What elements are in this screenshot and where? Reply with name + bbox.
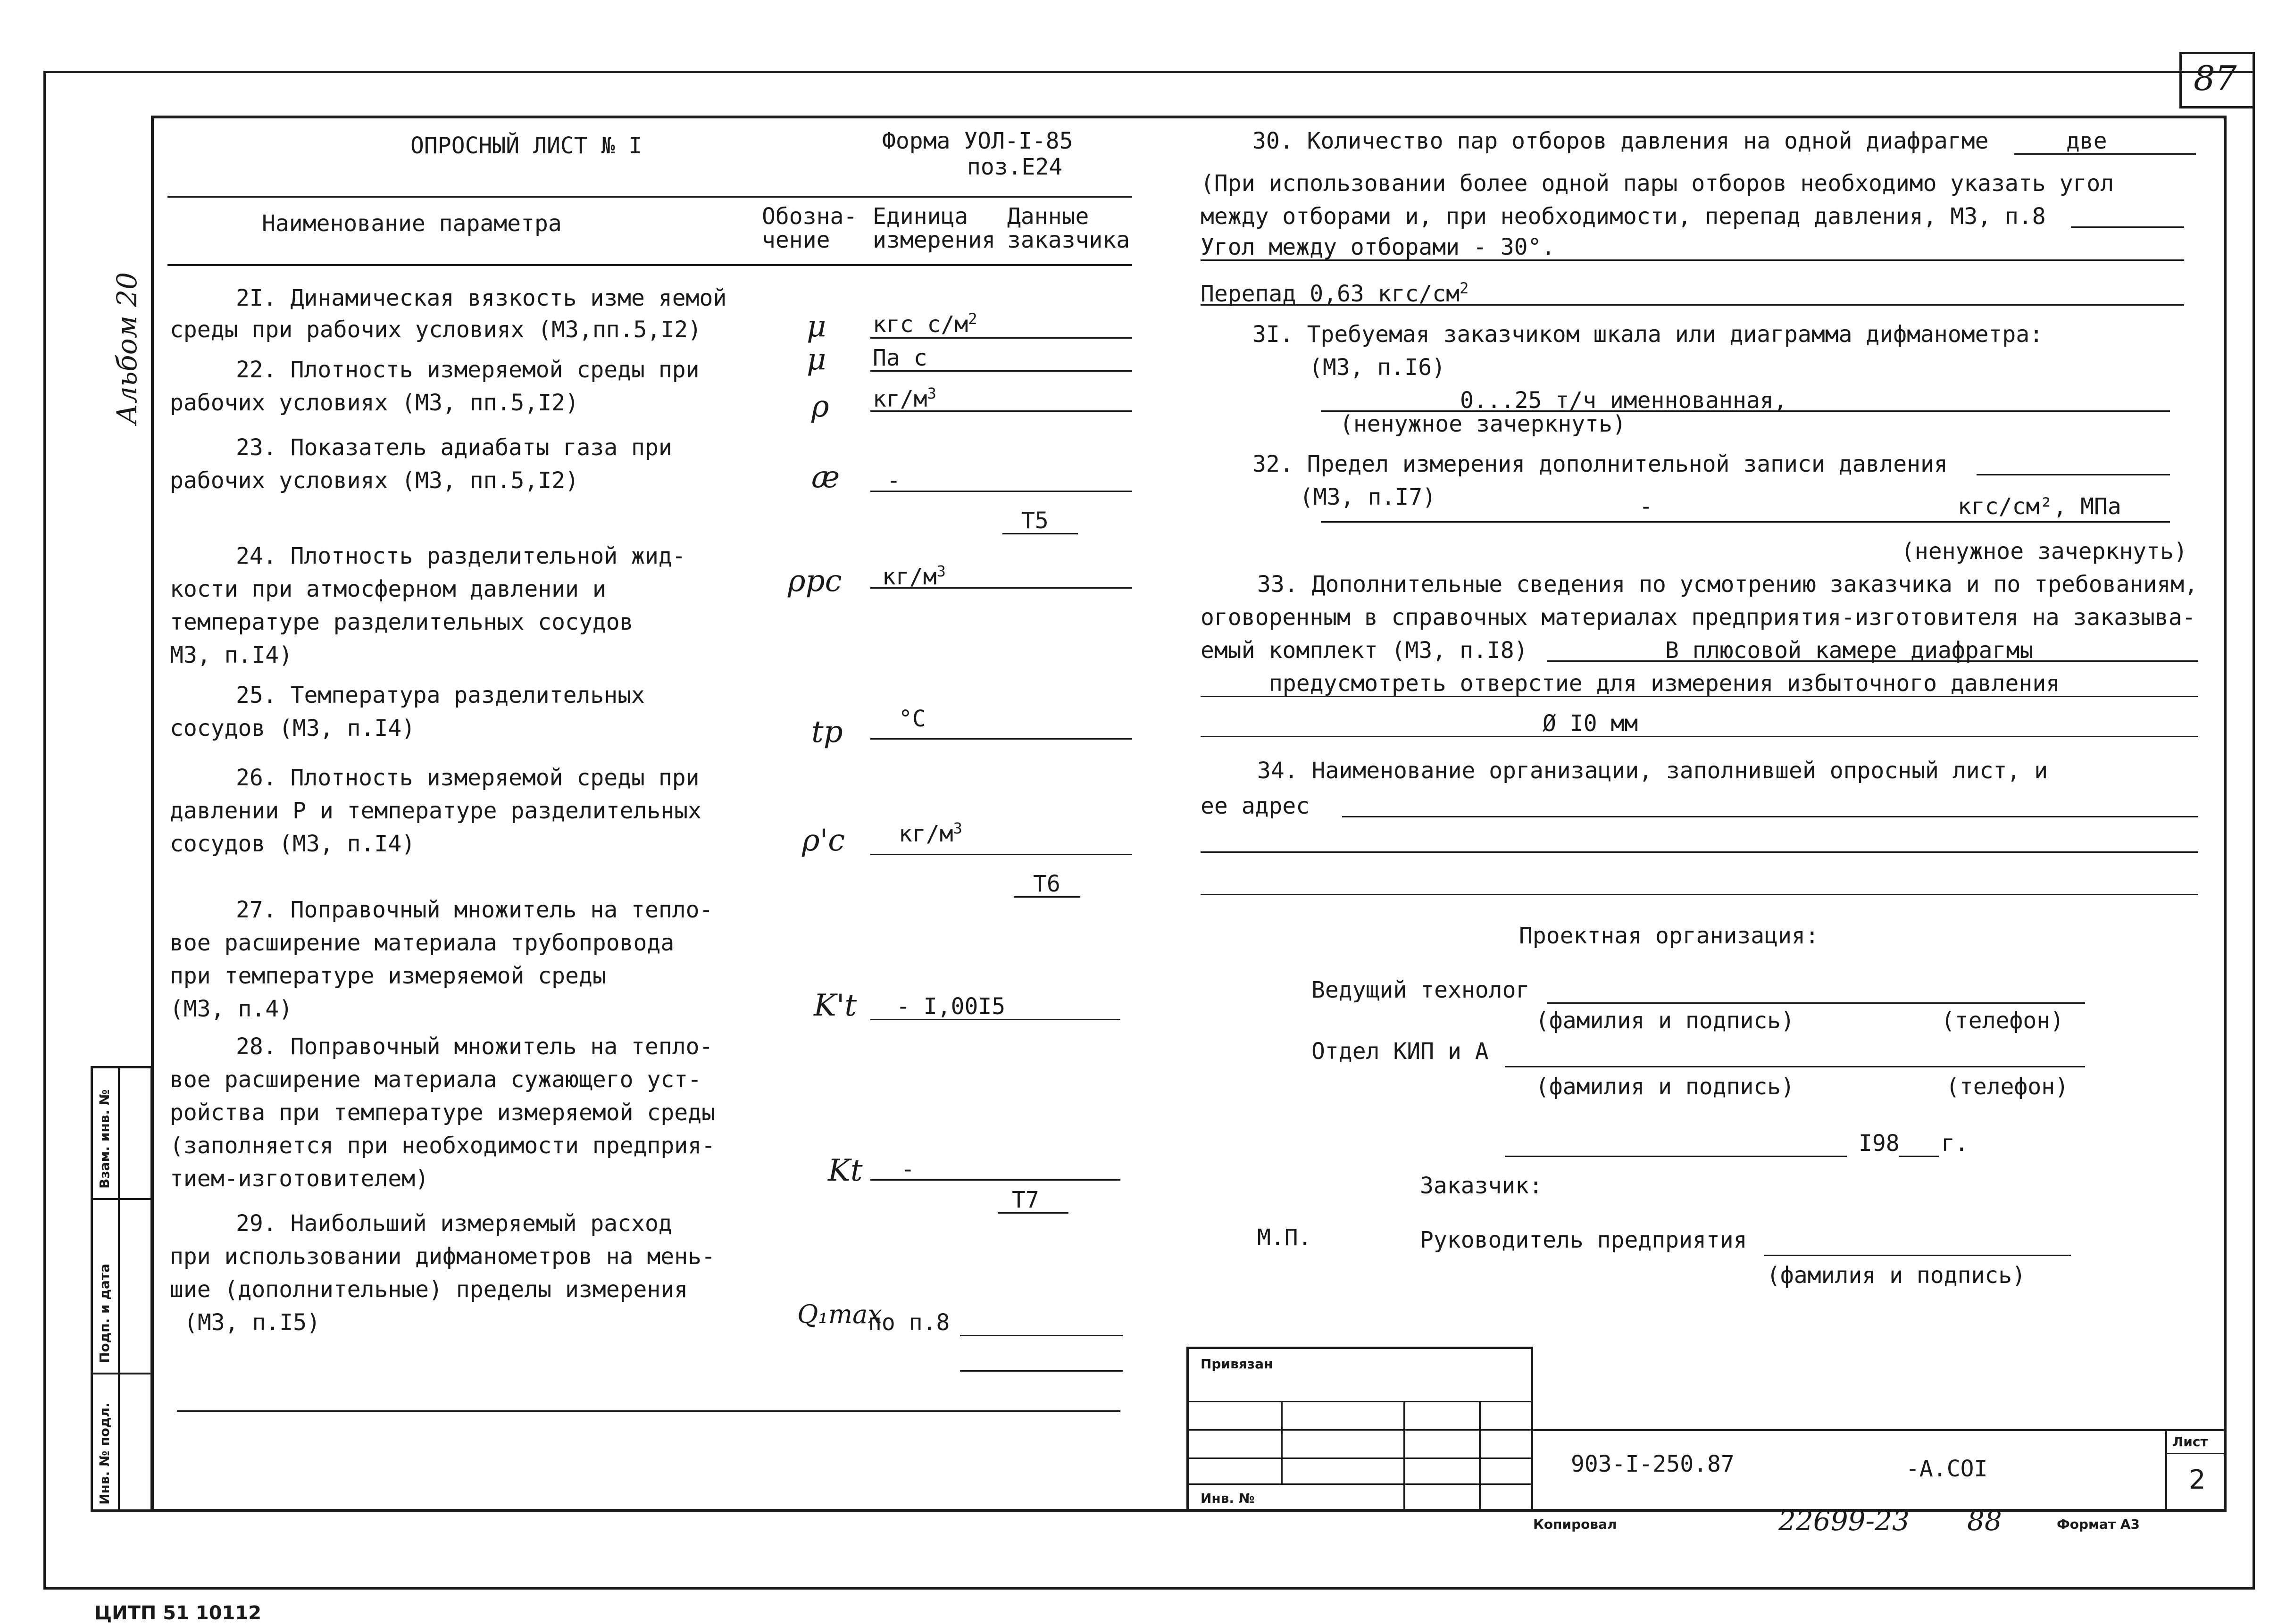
ref-t6: Т6 (1033, 871, 1060, 897)
param-29-value: по п.8 (868, 1309, 950, 1336)
archive-number: 22699-23 (1778, 1505, 1910, 1537)
bottom-cut-text: ЦИТП 51 10112 (94, 1602, 262, 1624)
param-29-line-a (960, 1335, 1123, 1336)
col-header-name: Наименование параметра (262, 210, 562, 237)
archive-sheet-number: 88 (1967, 1505, 2002, 1537)
param-23-line (870, 491, 1132, 492)
param-29-line-3: шие (дополнительные) пределы измерения (170, 1276, 688, 1303)
param-28-line-3: ройства при температуре измеряемой среды (170, 1099, 715, 1126)
ref-t7-line (998, 1212, 1068, 1214)
param-33-line-2: оговоренным в справочных материалах предприятия-изготовителя на заказыва- (1201, 604, 2196, 631)
signature-caption-1: (фамилия и подпись) (1535, 1008, 1795, 1034)
project-org-title: Проектная организация: (1519, 923, 1819, 949)
param-33-line-1: 33. Дополнительные сведения по усмотрению заказчика и по требованиям, (1257, 571, 2198, 598)
param-30-drop-exp: 2 (1460, 279, 1469, 297)
param-25-line-1: 25. Температура разделительных (236, 682, 645, 708)
lead-technologist-line (1547, 1002, 2085, 1004)
param-34-line-a (1342, 816, 2198, 817)
document-suffix: -А.СОI (1906, 1456, 1988, 1482)
param-24-unit-exp: 3 (936, 562, 946, 580)
side-stamp-vzam: Взам. инв. № (97, 1089, 112, 1189)
side-stamp-podp: Подп. и дата (97, 1263, 112, 1363)
param-30-angle: Угол между отборами - 30°. (1201, 234, 1555, 260)
param-27-line-1: 27. Поправочный множитель на тепло- (236, 897, 713, 923)
ref-t6-line (1014, 896, 1080, 898)
side-stamp-row-1 (91, 1198, 153, 1200)
param-33-value-2: предусмотреть отверстие для измерения избыточного давления (1269, 670, 2060, 697)
sheet-label: Лист (2172, 1434, 2208, 1449)
param-24-line (870, 587, 1132, 589)
param-32-line (1321, 521, 2170, 523)
param-27-line (870, 1019, 1120, 1020)
param-23-line-1: 23. Показатель адиабаты газа при (236, 434, 672, 461)
param-30-note-line (2071, 226, 2184, 228)
param-23-line-2: рабочих условиях (МЗ, пп.5,I2) (170, 467, 579, 494)
param-25-line (870, 738, 1132, 740)
param-22-symbol: ρ (811, 389, 829, 424)
param-26-line-3: сосудов (МЗ, п.I4) (170, 831, 416, 857)
binding-stamp-col-3 (1479, 1401, 1481, 1512)
binding-stamp-col-2 (1403, 1401, 1405, 1512)
param-28-line-5: тием-изготовителем) (170, 1166, 429, 1192)
param-29-symbol: Q₁max (797, 1299, 882, 1329)
param-28-line-4: (заполняется при необходимости предприя- (170, 1133, 715, 1159)
param-30-drop-text: Перепад 0,63 кгс/см (1201, 281, 1460, 307)
binding-stamp-label: Привязан (1201, 1356, 1273, 1372)
param-30-drop-line (1201, 304, 2184, 306)
inventory-number-label: Инв. № (1201, 1491, 1255, 1506)
param-25-symbol: tр (811, 715, 843, 750)
param-32-value: - (1639, 493, 1653, 520)
customer-title: Заказчик: (1420, 1173, 1543, 1199)
stamp-place: М.П. (1257, 1224, 1312, 1251)
kip-dept-label: Отдел КИП и А (1311, 1038, 1489, 1065)
param-26-line (870, 854, 1132, 855)
param-27-line-4: (МЗ, п.4) (170, 996, 293, 1022)
param-32-top-line (1977, 474, 2170, 475)
ref-t5: Т5 (1021, 508, 1049, 534)
header-top-rule (167, 196, 1132, 198)
param-24-line-1: 24. Плотность разделительной жид- (236, 543, 686, 569)
param-33-value-1: В плюсовой камере диафрагмы (1665, 637, 2034, 664)
title-block-top-rule (1533, 1429, 2227, 1431)
col-header-data-2: заказчика (1007, 227, 1130, 253)
title-block-sheet-divider (2165, 1429, 2167, 1512)
col-header-symbol-2: чение (762, 227, 830, 253)
binding-stamp-row-4 (1186, 1483, 1533, 1485)
param-22-unit-exp: 3 (927, 384, 936, 402)
col-header-unit-2: измерения (873, 227, 996, 253)
param-32-note: (ненужное зачеркнуть) (1901, 538, 2187, 565)
param-26-unit-exp: 3 (953, 819, 962, 837)
param-27-line-2: вое расширение материала трубопровода (170, 930, 675, 956)
param-28-line (870, 1179, 1120, 1181)
param-30-line (2014, 153, 2196, 155)
left-bottom-rule (177, 1410, 1120, 1412)
param-25-line-2: сосудов (МЗ, п.I4) (170, 715, 416, 741)
param-22-symbol-mu: μ (807, 342, 826, 377)
param-31-line-2: (МЗ, п.I6) (1309, 354, 1445, 381)
param-30-note-1: (При использовании более одной пары отборов необходимо указать угол (1201, 170, 2114, 197)
param-31-line-1: 3I. Требуемая заказчиком шкала или диаграмма дифманометра: (1252, 321, 2044, 348)
binding-stamp-row-1 (1186, 1401, 1533, 1402)
param-34-line-c (1201, 894, 2198, 895)
param-24-line-3: температуре разделительных сосудов (170, 609, 634, 635)
signature-caption-3: (фамилия и подпись) (1767, 1262, 2026, 1289)
param-30-value: две (2066, 128, 2107, 154)
enterprise-head-label: Руководитель предприятия (1420, 1227, 1747, 1253)
param-33-value-3: Ø I0 мм (1543, 710, 1638, 737)
page-title: ОПРОСНЫЙ ЛИСТ № I (410, 133, 642, 159)
param-22-line-2: рабочих условиях (МЗ, пп.5,I2) (170, 390, 579, 416)
param-22-pa-line (870, 370, 1132, 372)
param-22-unit-text: кг/м (873, 386, 927, 412)
param-28-symbol: Kt (828, 1153, 863, 1188)
form-position: поз.Е24 (967, 154, 1063, 180)
param-30: 30. Количество пар отборов давления на одной диафрагме (1252, 128, 1989, 154)
param-26-symbol: ρ'с (802, 823, 845, 858)
date-line (1505, 1156, 1847, 1157)
param-24-symbol: ρрс (788, 564, 842, 599)
param-32-line-1: 32. Предел измерения дополнительной записи давления (1252, 451, 1948, 477)
param-29-line-2: при использовании дифманометров на мень- (170, 1243, 715, 1270)
param-21-symbol: μ (807, 309, 826, 344)
param-27-line-3: при температуре измеряемой среды (170, 963, 606, 989)
param-28-line-1: 28. Поправочный множитель на тепло- (236, 1033, 713, 1060)
ref-t7: Т7 (1012, 1187, 1039, 1213)
kip-dept-line (1505, 1066, 2085, 1067)
param-29-line-1: 29. Наибольший измеряемый расход (236, 1210, 672, 1237)
param-26-line-1: 26. Плотность измеряемой среды при (236, 765, 700, 791)
param-21-line-1: 2I. Динамическая вязкость изме яемой (236, 285, 727, 311)
param-22-line (870, 410, 1132, 412)
binding-stamp-col-1 (1281, 1401, 1283, 1483)
param-34-line-b (1201, 851, 2198, 853)
param-32-line-2: (МЗ, п.I7) (1300, 484, 1436, 510)
page-number: 87 (2194, 58, 2237, 98)
param-31-note: (ненужное зачеркнуть) (1340, 411, 1626, 437)
param-30-angle-line (1201, 259, 2184, 261)
param-22-unit-pa: Па с (873, 345, 927, 371)
lead-technologist-label: Ведущий технолог (1311, 977, 1530, 1003)
header-bottom-rule (167, 264, 1132, 266)
param-26-unit (899, 821, 962, 845)
col-header-data-1: Данные (1007, 203, 1089, 230)
param-22-unit (873, 386, 936, 410)
date-year-suffix: г. (1941, 1130, 1969, 1157)
paper-format: Формат А3 (2057, 1516, 2140, 1532)
param-34-line-1: 34. Наименование организации, заполнившей опросный лист, и (1257, 758, 2048, 784)
param-32-unit: кгс/см², МПа (1958, 493, 2121, 520)
signature-caption-2: (фамилия и подпись) (1535, 1074, 1795, 1100)
param-31-value: 0...25 т/ч именнованная, (1460, 387, 1787, 414)
param-33-line-a (1547, 660, 2198, 662)
col-header-unit-1: Единица (873, 203, 968, 230)
param-23-symbol: æ (811, 460, 840, 495)
param-27-value: - I,00I5 (896, 993, 1006, 1020)
side-stamp-inv-podl: Инв. № подл. (97, 1402, 112, 1505)
param-28-value: - (901, 1156, 915, 1183)
date-year: I98 (1859, 1130, 1900, 1157)
param-28-line-2: вое расширение материала сужающего уст- (170, 1066, 702, 1093)
album-label: Альбом 20 (111, 272, 143, 425)
param-22-line-1: 22. Плотность измеряемой среды при (236, 357, 700, 383)
param-30-drop (1201, 281, 1468, 305)
param-24-line-4: МЗ, п.I4) (170, 642, 293, 668)
param-33-line-b (1201, 696, 2198, 697)
param-27-symbol: K't (814, 988, 857, 1023)
param-24-unit-text: кг/м (882, 564, 937, 590)
param-21-unit-exp: 2 (968, 310, 977, 328)
title-block-sheet-rule (2165, 1453, 2227, 1454)
param-21-unit-text: кгс с/м (873, 311, 968, 338)
phone-caption-2: (телефон) (1946, 1074, 2069, 1100)
side-stamp-row-2 (91, 1373, 153, 1374)
phone-caption-1: (телефон) (1941, 1008, 2064, 1034)
param-26-line-2: давлении Р и температуре разделительных (170, 798, 702, 824)
binding-stamp-row-2 (1186, 1429, 1533, 1431)
enterprise-head-line (1764, 1255, 2071, 1256)
col-header-symbol-1: Обозна- (762, 203, 858, 230)
copied-by-label: Копировал (1533, 1516, 1617, 1532)
param-33-line-3: емый комплект (МЗ, п.I8) (1201, 637, 1528, 664)
form-code: Форма УОЛ-I-85 (882, 128, 1073, 154)
param-30-note-2: между отборами и, при необходимости, перепад давления, МЗ, п.8 (1201, 203, 2046, 230)
param-21-unit (873, 311, 977, 336)
param-29-line-b (960, 1370, 1123, 1372)
date-year-line (1899, 1156, 1939, 1157)
param-33-line-c (1201, 736, 2198, 737)
param-34-line-2: ее адрес (1201, 793, 1310, 819)
param-24-unit (882, 564, 946, 588)
param-21-line-2: среды при рабочих условиях (МЗ,пп.5,I2) (170, 316, 702, 343)
binding-stamp-row-3 (1186, 1457, 1533, 1459)
sheet-number: 2 (2189, 1465, 2206, 1495)
param-23-value: - (887, 467, 901, 494)
param-29-line-4: (МЗ, п.I5) (184, 1309, 320, 1336)
param-21-line (870, 337, 1132, 339)
side-stamp-divider (118, 1066, 120, 1512)
param-26-unit-text: кг/м (899, 821, 953, 847)
document-code: 903-I-250.87 (1571, 1451, 1735, 1477)
param-25-unit: °С (899, 706, 926, 732)
param-24-line-2: кости при атмосферном давлении и (170, 576, 606, 602)
ref-t5-line (1002, 533, 1078, 534)
